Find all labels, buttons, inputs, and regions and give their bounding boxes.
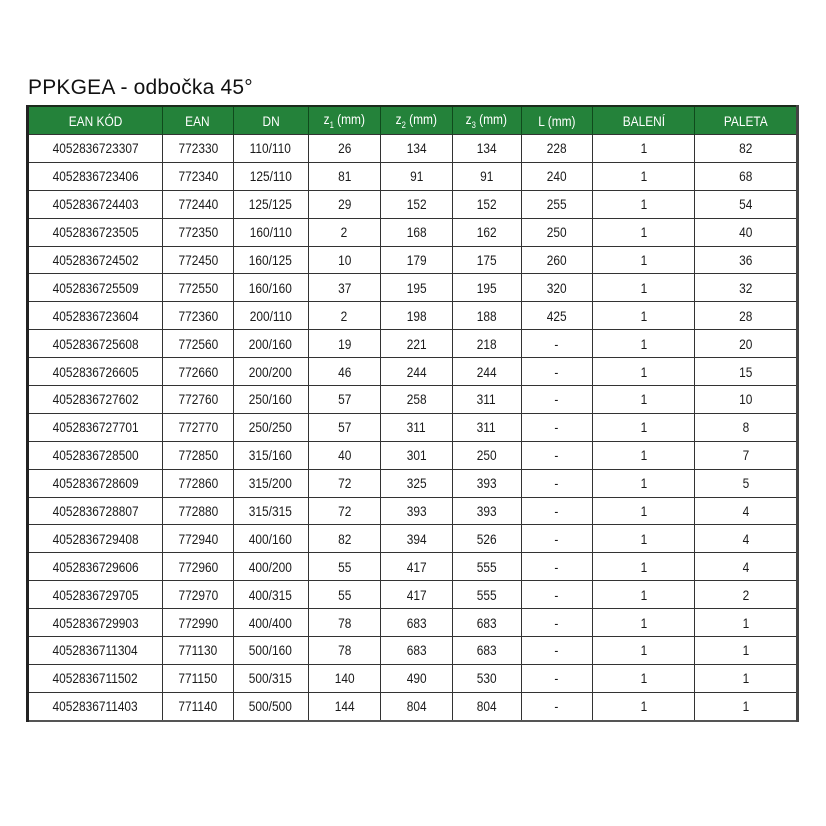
table-cell: 240 [521, 162, 593, 190]
table-cell: 315/160 [233, 441, 308, 469]
table-row [28, 692, 798, 720]
table-cell: 1 [593, 692, 695, 720]
table-cell: 526 [452, 525, 521, 553]
table-cell: 4052836727602 [28, 386, 163, 414]
table-row [28, 609, 798, 637]
table-cell: 91 [381, 162, 453, 190]
table-cell: 417 [381, 553, 453, 581]
column-header: EAN [162, 106, 233, 135]
table-cell: 771140 [162, 692, 233, 720]
table-cell: 683 [381, 637, 453, 665]
table-cell: 1 [593, 190, 695, 218]
table-cell: 4052836728807 [28, 497, 163, 525]
table-cell: 400/200 [233, 553, 308, 581]
table-cell: 82 [695, 135, 798, 163]
table-cell: 32 [695, 274, 798, 302]
table-cell: 160/110 [233, 218, 308, 246]
table-cell: 490 [381, 664, 453, 692]
table-cell: 37 [308, 274, 381, 302]
table-cell: 772860 [162, 469, 233, 497]
table-cell: - [521, 441, 593, 469]
table-row [28, 553, 798, 581]
table-cell: 1 [593, 246, 695, 274]
table-cell: 4052836723406 [28, 162, 163, 190]
table-cell: 4052836723604 [28, 302, 163, 330]
table-cell: - [521, 330, 593, 358]
table-cell: 4 [695, 497, 798, 525]
table-cell: 804 [381, 692, 453, 720]
table-cell: 244 [452, 358, 521, 386]
table-cell: 179 [381, 246, 453, 274]
table-cell: 4052836711403 [28, 692, 163, 720]
table-cell: 91 [452, 162, 521, 190]
table-row [28, 330, 798, 358]
table-cell: 78 [308, 637, 381, 665]
table-cell: 772440 [162, 190, 233, 218]
table-row [28, 274, 798, 302]
table-row [28, 302, 798, 330]
table-row [28, 162, 798, 190]
table-cell: 2 [308, 218, 381, 246]
table-cell: 1 [695, 609, 798, 637]
table-row [28, 135, 798, 163]
table-cell: 417 [381, 581, 453, 609]
table-cell: 1 [593, 664, 695, 692]
table-cell: 81 [308, 162, 381, 190]
table-cell: 10 [308, 246, 381, 274]
table-cell: 144 [308, 692, 381, 720]
table-cell: 683 [381, 609, 453, 637]
table-cell: 311 [452, 413, 521, 441]
table-cell: 198 [381, 302, 453, 330]
table-cell: 315/200 [233, 469, 308, 497]
table-cell: 8 [695, 413, 798, 441]
table-cell: 1 [593, 469, 695, 497]
table-cell: 250 [521, 218, 593, 246]
table-cell: 772760 [162, 386, 233, 414]
table-cell: - [521, 525, 593, 553]
table-cell: 250/250 [233, 413, 308, 441]
table-cell: 57 [308, 413, 381, 441]
table-cell: 72 [308, 469, 381, 497]
table-cell: 188 [452, 302, 521, 330]
table-cell: 772560 [162, 330, 233, 358]
table-cell: 55 [308, 581, 381, 609]
table-cell: 4052836729903 [28, 609, 163, 637]
table-cell: 40 [308, 441, 381, 469]
table-cell: 29 [308, 190, 381, 218]
table-cell: - [521, 581, 593, 609]
table-cell: 160/160 [233, 274, 308, 302]
table-cell: 218 [452, 330, 521, 358]
table-cell: 311 [452, 386, 521, 414]
table-cell: 1 [593, 609, 695, 637]
table-cell: 772450 [162, 246, 233, 274]
table-cell: 1 [593, 386, 695, 414]
table-cell: 40 [695, 218, 798, 246]
table-cell: 46 [308, 358, 381, 386]
table-row [28, 469, 798, 497]
table-cell: 772940 [162, 525, 233, 553]
table-row [28, 664, 798, 692]
table-cell: 5 [695, 469, 798, 497]
table-cell: 772660 [162, 358, 233, 386]
table-cell: 195 [381, 274, 453, 302]
table-cell: - [521, 609, 593, 637]
table-cell: 804 [452, 692, 521, 720]
table-cell: 26 [308, 135, 381, 163]
table-row [28, 218, 798, 246]
table-cell: 28 [695, 302, 798, 330]
table-cell: 4052836724502 [28, 246, 163, 274]
table-cell: 2 [695, 581, 798, 609]
table-cell: 200/160 [233, 330, 308, 358]
table-cell: 1 [593, 358, 695, 386]
table-cell: 4052836729606 [28, 553, 163, 581]
table-cell: 1 [593, 581, 695, 609]
table-cell: 78 [308, 609, 381, 637]
column-header: $z_1$ (mm) [308, 106, 381, 135]
table-cell: 4052836723505 [28, 218, 163, 246]
table-cell: 772960 [162, 553, 233, 581]
table-cell: 315/315 [233, 497, 308, 525]
table-cell: 1 [593, 274, 695, 302]
table-row [28, 525, 798, 553]
table-cell: 772330 [162, 135, 233, 163]
table-cell: 4052836727701 [28, 413, 163, 441]
table-cell: 4052836728609 [28, 469, 163, 497]
table-cell: 175 [452, 246, 521, 274]
table-cell: 772850 [162, 441, 233, 469]
column-header: DN [233, 106, 308, 135]
table-cell: - [521, 553, 593, 581]
table-cell: 10 [695, 386, 798, 414]
table-cell: 400/400 [233, 609, 308, 637]
table-cell: 1 [593, 302, 695, 330]
table-cell: 4052836729705 [28, 581, 163, 609]
table-cell: 1 [695, 664, 798, 692]
table-row [28, 637, 798, 665]
column-header: $z_2$ (mm) [381, 106, 453, 135]
table-cell: 500/315 [233, 664, 308, 692]
table-cell: 393 [452, 497, 521, 525]
table-cell: 1 [593, 413, 695, 441]
table-cell: - [521, 386, 593, 414]
table-cell: 162 [452, 218, 521, 246]
table-cell: 1 [593, 553, 695, 581]
table-cell: 1 [593, 441, 695, 469]
table-cell: 250 [452, 441, 521, 469]
table-cell: 260 [521, 246, 593, 274]
table-cell: 4052836726605 [28, 358, 163, 386]
page-title: PPKGEA - odbočka 45° [28, 76, 253, 99]
table-cell: 394 [381, 525, 453, 553]
table-cell: 325 [381, 469, 453, 497]
table-row [28, 581, 798, 609]
table-cell: 1 [593, 218, 695, 246]
table-cell: 683 [452, 637, 521, 665]
table-cell: 771130 [162, 637, 233, 665]
table-cell: - [521, 664, 593, 692]
table-cell: 200/110 [233, 302, 308, 330]
table-cell: 425 [521, 302, 593, 330]
table-cell: 125/110 [233, 162, 308, 190]
table-cell: 393 [452, 469, 521, 497]
table-cell: 4052836724403 [28, 190, 163, 218]
table-cell: 1 [593, 330, 695, 358]
table-cell: 683 [452, 609, 521, 637]
table-cell: 134 [452, 135, 521, 163]
table-cell: 771150 [162, 664, 233, 692]
table-row [28, 441, 798, 469]
table-cell: 20 [695, 330, 798, 358]
table-cell: 1 [593, 525, 695, 553]
table-cell: 4 [695, 553, 798, 581]
table-cell: 152 [381, 190, 453, 218]
table-cell: 1 [593, 162, 695, 190]
table-cell: 200/200 [233, 358, 308, 386]
table-cell: 400/315 [233, 581, 308, 609]
table-cell: 400/160 [233, 525, 308, 553]
table-cell: 555 [452, 581, 521, 609]
table-cell: - [521, 497, 593, 525]
table-cell: 4 [695, 525, 798, 553]
column-header: $z_3$ (mm) [452, 106, 521, 135]
table-cell: 772770 [162, 413, 233, 441]
table-cell: 500/500 [233, 692, 308, 720]
table-cell: 168 [381, 218, 453, 246]
table-cell: 555 [452, 553, 521, 581]
table-row [28, 358, 798, 386]
table-cell: 68 [695, 162, 798, 190]
column-header: EAN KÓD [28, 106, 163, 135]
table-cell: 55 [308, 553, 381, 581]
table-cell: 57 [308, 386, 381, 414]
table-cell: 19 [308, 330, 381, 358]
table-cell: 393 [381, 497, 453, 525]
table-cell: 4052836723307 [28, 135, 163, 163]
table-row [28, 386, 798, 414]
table-cell: 772340 [162, 162, 233, 190]
table-cell: 82 [308, 525, 381, 553]
table-cell: - [521, 413, 593, 441]
table-cell: 7 [695, 441, 798, 469]
table-cell: 772970 [162, 581, 233, 609]
table-cell: 1 [593, 497, 695, 525]
table-cell: 1 [593, 637, 695, 665]
table-cell: 15 [695, 358, 798, 386]
table-cell: 4052836725608 [28, 330, 163, 358]
product-table [26, 105, 799, 722]
table-row [28, 413, 798, 441]
table-cell: - [521, 692, 593, 720]
table-header-row [28, 106, 798, 135]
table-cell: 1 [695, 692, 798, 720]
table-row [28, 190, 798, 218]
table-cell: 125/125 [233, 190, 308, 218]
table-cell: 4052836729408 [28, 525, 163, 553]
column-header: L (mm) [521, 106, 593, 135]
table-row [28, 246, 798, 274]
table-cell: 221 [381, 330, 453, 358]
table-row [28, 497, 798, 525]
table-cell: 152 [452, 190, 521, 218]
table-cell: 195 [452, 274, 521, 302]
table-cell: 772880 [162, 497, 233, 525]
table-cell: - [521, 637, 593, 665]
table-cell: 110/110 [233, 135, 308, 163]
table-cell: 258 [381, 386, 453, 414]
table-cell: 311 [381, 413, 453, 441]
table-cell: 4052836728500 [28, 441, 163, 469]
table-cell: 228 [521, 135, 593, 163]
table-cell: 244 [381, 358, 453, 386]
table-cell: 54 [695, 190, 798, 218]
table-cell: 301 [381, 441, 453, 469]
column-header: PALETA [695, 106, 798, 135]
column-header: BALENÍ [593, 106, 695, 135]
table-cell: 4052836711502 [28, 664, 163, 692]
table-cell: 255 [521, 190, 593, 218]
table-cell: 134 [381, 135, 453, 163]
table-cell: 320 [521, 274, 593, 302]
table-cell: 72 [308, 497, 381, 525]
table-cell: - [521, 358, 593, 386]
table-cell: 36 [695, 246, 798, 274]
table-cell: 772990 [162, 609, 233, 637]
table-cell: 772550 [162, 274, 233, 302]
table-cell: 1 [695, 637, 798, 665]
table-cell: 2 [308, 302, 381, 330]
table-cell: 1 [593, 135, 695, 163]
table-cell: 160/125 [233, 246, 308, 274]
table-cell: 772350 [162, 218, 233, 246]
table-cell: 250/160 [233, 386, 308, 414]
table-cell: 140 [308, 664, 381, 692]
table-cell: 772360 [162, 302, 233, 330]
table-cell: 4052836725509 [28, 274, 163, 302]
table-cell: 4052836711304 [28, 637, 163, 665]
table-cell: 530 [452, 664, 521, 692]
table-cell: 500/160 [233, 637, 308, 665]
table-cell: - [521, 469, 593, 497]
